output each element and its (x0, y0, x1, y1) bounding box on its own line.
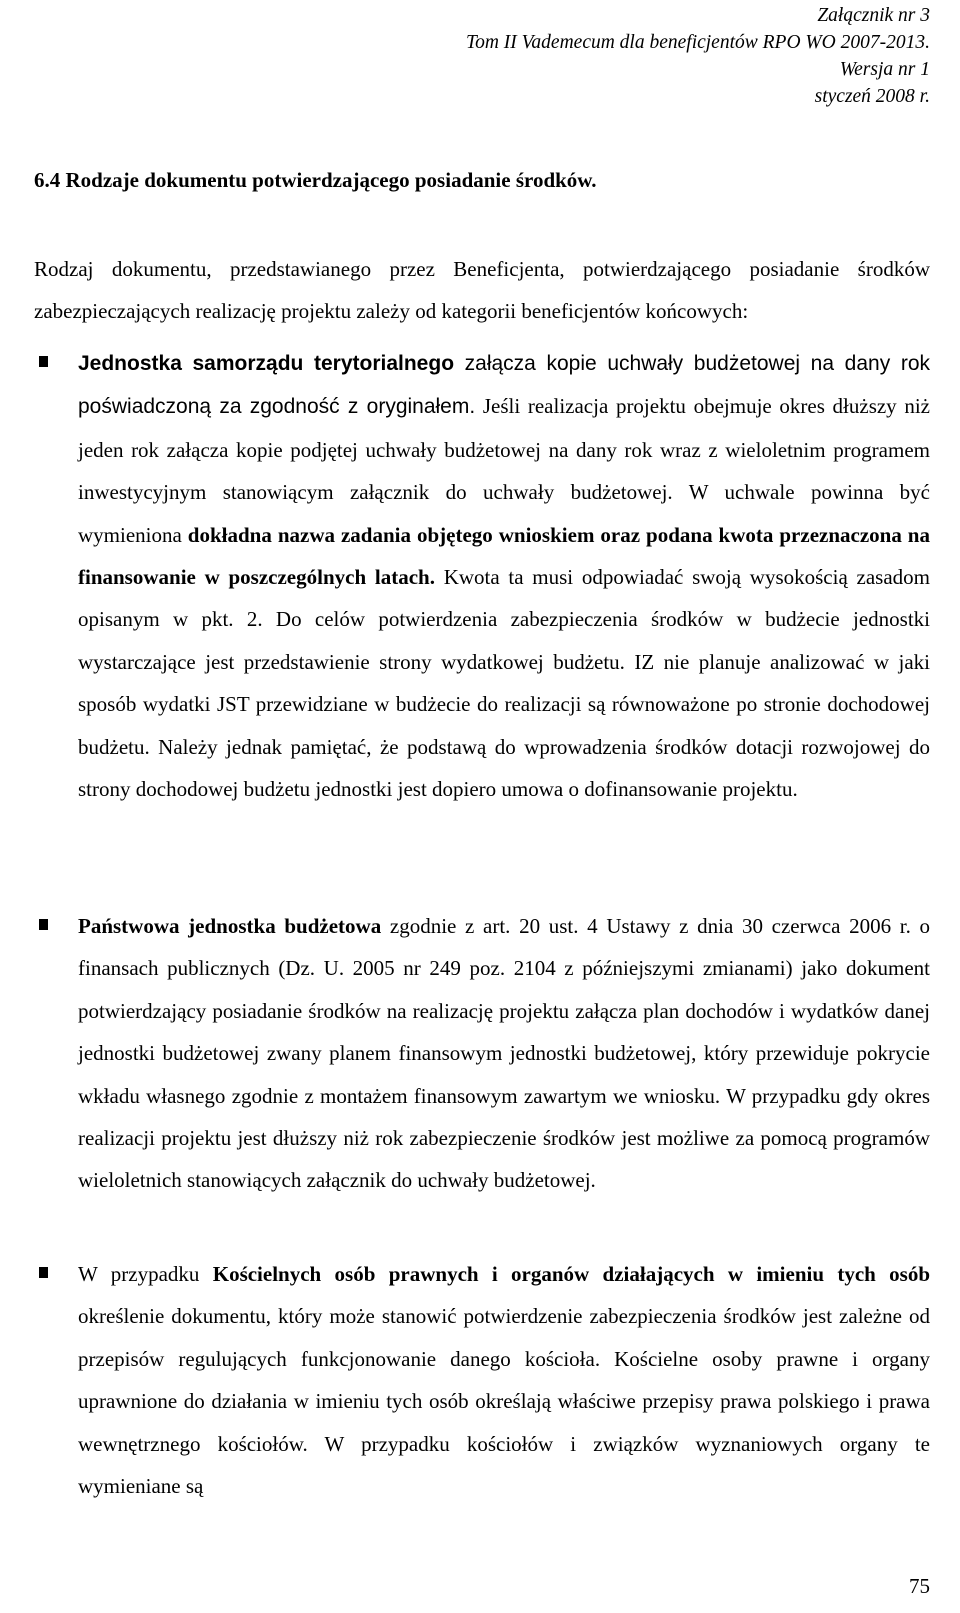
bullet-text: załącza kopie uchwały budżetowej na dany rok poświadczoną za zgodność z oryginałem. (78, 352, 930, 419)
intro-paragraph: Rodzaj dokumentu, przedstawianego przez Beneficjenta, potwierdzającego posiadanie środków zabezpieczających realizację projektu zależy od kategorii beneficjentów końcowych: (34, 257, 930, 323)
bullet-text: Kwota ta musi odpowiadać swoją wysokością zasadom opisanym w pkt. 2. Do celów potwierdzenia zabezpieczenia środków w budżecie jednostki wystarczające jest przedstawienie strony wydatkowej budżetu. IZ nie planuje analizować w jaki sposób wydatki JST przewidziane w budżecie do realizacji są równoważone po stronie dochodowej budżetu. Należy jednak pamiętać, że podstawą do wprowadzenia środków dotacji rozwojowej do strony dochodowej budżetu jednostki jest dopiero umowa o dofinansowanie projektu. (78, 565, 930, 802)
header-line-1: Załącznik nr 3 (817, 5, 930, 26)
header-line-3: Wersja nr 1 (839, 59, 930, 80)
bullet-bold-lead: Jednostka samorządu terytorialnego (78, 352, 455, 375)
bullet-text: zgodnie z art. 20 ust. 4 Ustawy z dnia 30 czerwca 2006 r. o finansach publicznych (Dz. U. 2005 nr 249 poz. 2104 z późniejszymi zmianami) jako dokument potwierdzający posiadanie środków na realizację projektu załącza plan dochodów i wydatków danej jednostki budżetowej zwany planem finansowym jednostki budżetowej, który przewiduje pokrycie wkładu własnego zgodnie z montażem finansowym zawartym we wniosku. W przypadku gdy okres realizacji projektu jest dłuższy niż rok zabezpieczenie środków jest możliwe za pomocą programów wieloletnich stanowiących załącznik do uchwały budżetowej. (78, 914, 931, 1193)
section-title: 6.4 Rodzaje dokumentu potwierdzającego posiadanie środków. (34, 168, 597, 192)
bullet-text: określenie dokumentu, który może stanowić potwierdzenie zabezpieczenia środków jest zależne od przepisów regulujących funkcjonowanie danego kościoła. Kościelne osoby prawne i organy uprawnione do działania w imieniu tych osób określają właściwe przepisy prawa polskiego i prawa wewnętrznego kościołów. W przypadku kościołów i związków wyznaniowych organy te wymieniane są (78, 1304, 930, 1499)
bullet-text: W przypadku (78, 1262, 213, 1286)
bullet-bold-lead: Państwowa jednostka budżetowa (78, 914, 382, 938)
bullet-bold-text: dokładna nazwa zadania objętego wnioskiem oraz podana kwota przeznaczona na finansowanie w poszczególnych latach. (78, 522, 930, 590)
bullet-item-pjb (78, 905, 930, 1202)
square-bullet-icon (39, 356, 48, 367)
header-line-4: styczeń 2008 r. (814, 86, 930, 107)
bullet-bold-lead: Kościelnych osób prawnych i organów działających w imieniu tych osób (212, 1262, 930, 1286)
bullet-item-jst (78, 342, 930, 810)
square-bullet-icon (39, 1267, 48, 1278)
bullet-text: Jeśli realizacja projektu obejmuje okres dłuższy niż jeden rok załącza kopie podjętej uchwały budżetowej na dany rok wraz z wieloletnim programem inwestycyjnym stanowiącym załącznik do uchwały budżetowej. W uchwale powinna być wymieniona (78, 394, 931, 547)
square-bullet-icon (39, 919, 48, 930)
document-header (466, 2, 930, 110)
page-number: 75 (909, 1574, 930, 1598)
header-line-2: Tom II Vademecum dla beneficjentów RPO WO 2007-2013. (466, 32, 930, 53)
bullet-item-church (78, 1253, 930, 1507)
